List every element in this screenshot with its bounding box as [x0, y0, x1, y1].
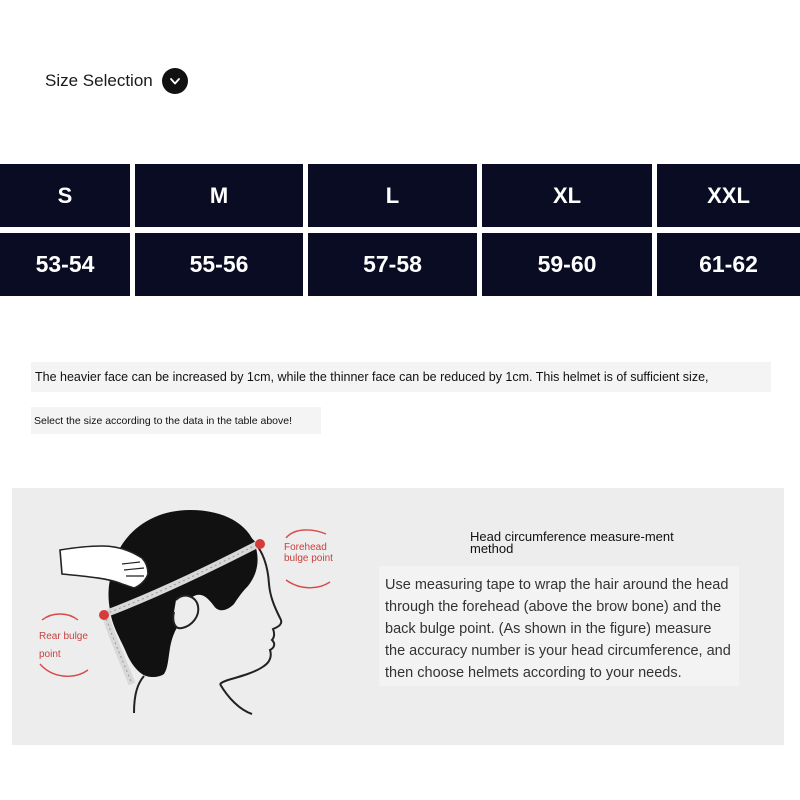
hair-illustration — [109, 510, 258, 677]
size-header-xxl: XXL — [657, 164, 800, 227]
rear-bulge-label: Rear bulge point — [39, 631, 88, 660]
ear-illustration — [173, 596, 198, 629]
size-value-xl: 59-60 — [482, 233, 652, 296]
size-table — [0, 164, 800, 296]
size-header-l: L — [308, 164, 477, 227]
chevron-down-icon[interactable] — [162, 68, 188, 94]
size-value-s: 53-54 — [0, 233, 130, 296]
fit-note: The heavier face can be increased by 1cm, while the thinner face can be reduced by 1cm. This helmet is of sufficient size, — [31, 362, 771, 392]
size-header-s: S — [0, 164, 130, 227]
measurement-panel — [12, 488, 784, 745]
size-value-xxl: 61-62 — [657, 233, 800, 296]
size-value-l: 57-58 — [308, 233, 477, 296]
measurement-description: Use measuring tape to wrap the hair around the head through the forehead (above the brow bone) and the back bulge point. (As shown in the figure) measure the accuracy number is your head circumference, and then choose helmets according to your needs. — [379, 566, 739, 686]
measurement-title: Head circumference measure-ment method — [470, 529, 674, 556]
size-selection-header[interactable] — [45, 68, 188, 94]
size-value-m: 55-56 — [135, 233, 303, 296]
size-header-xl: XL — [482, 164, 652, 227]
forehead-bulge-label: Forehead bulge point — [284, 542, 333, 564]
select-size-note: Select the size according to the data in the table above! — [31, 407, 321, 434]
size-selection-title: Size Selection — [45, 71, 153, 90]
forehead-point-marker — [255, 539, 265, 549]
rear-point-marker — [99, 610, 109, 620]
head-measurement-illustration — [12, 488, 352, 745]
size-header-m: M — [135, 164, 303, 227]
